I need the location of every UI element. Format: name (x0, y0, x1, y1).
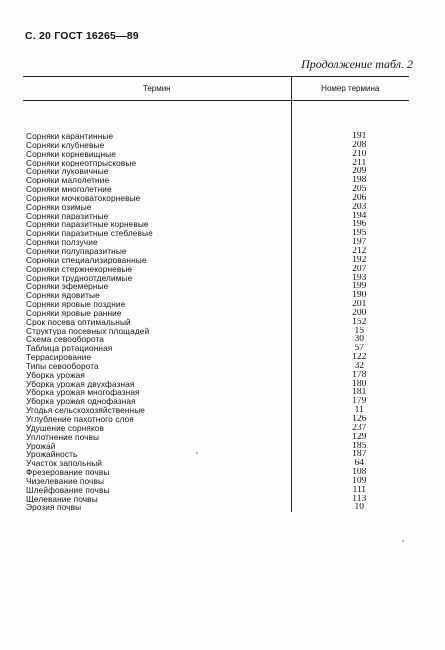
table-row (23, 150, 409, 159)
column-header-term: Термин (23, 77, 291, 101)
term-number-cell: 190 (291, 291, 409, 300)
table-row (23, 468, 409, 477)
term-number-cell: 185 (291, 442, 409, 451)
term-number-cell: 199 (291, 282, 409, 291)
table-row (23, 424, 409, 433)
term-cell: Сорняки озимые (26, 202, 92, 212)
terms-table (23, 76, 409, 512)
table-continuation-label: Продолжение табл. 2 (301, 57, 413, 71)
table-row (23, 282, 409, 291)
term-number-cell: 32 (291, 362, 409, 371)
term-number-cell: 203 (291, 203, 409, 212)
table-row (23, 291, 409, 300)
term-cell: Сорняки полупаразитные (26, 246, 127, 256)
term-number-cell: 192 (291, 256, 409, 265)
term-number-cell: 187 (291, 450, 409, 459)
table-row (23, 442, 409, 451)
term-cell: Схема севооборота (26, 335, 105, 345)
term-number-cell: 30 (291, 335, 409, 344)
term-cell: Сорняки ядовитые (26, 291, 100, 301)
term-cell: Урожай (26, 441, 56, 451)
term-cell: Срок посева оптимальный (26, 317, 131, 327)
term-number-cell: 113 (291, 495, 409, 504)
term-cell: Сорняки многолетние (26, 185, 112, 194)
term-number-cell: 237 (291, 424, 409, 433)
term-number-cell: 181 (291, 388, 409, 397)
column-header-number: Номер термина (291, 77, 409, 101)
table-row (23, 229, 409, 238)
table-row (23, 362, 409, 371)
term-cell: Сорняки корнеотпрысковые (26, 158, 137, 168)
term-number-cell: 57 (291, 344, 409, 353)
term-number-cell: 197 (291, 238, 409, 247)
term-number-cell: 109 (291, 477, 409, 486)
scan-speck (402, 540, 404, 542)
term-cell: Уборка урожая многофазная (26, 388, 140, 398)
term-number-cell: 11 (291, 406, 409, 415)
term-cell: Удушение сорняков (26, 423, 105, 433)
term-number-cell: 195 (291, 229, 409, 238)
term-number-cell: 210 (291, 150, 409, 159)
term-cell: Фрезерование почвы (26, 468, 110, 477)
term-cell: Террасирование (26, 353, 92, 362)
table-row (23, 477, 409, 486)
term-cell: Структура посевных площадей (26, 326, 150, 336)
table-row (23, 176, 409, 185)
term-number-cell: 180 (291, 380, 409, 389)
term-cell: Сорняки паразитные стеблевые (26, 229, 153, 239)
table-row (23, 141, 409, 150)
term-cell: Сорняки яровые ранние (26, 308, 122, 318)
term-cell: Сорняки мочковатокорневые (26, 193, 141, 203)
table-row (23, 433, 409, 442)
term-cell: Уплотнение почвы (26, 432, 100, 442)
term-cell: Сорняки клубневые (26, 140, 105, 150)
table-row (23, 274, 409, 283)
table-row (23, 159, 409, 168)
table-row (23, 371, 409, 380)
term-number-cell: 15 (291, 327, 409, 336)
table-row (23, 388, 409, 397)
term-number-cell: 129 (291, 433, 409, 442)
term-number-cell: 211 (291, 159, 409, 168)
term-cell: Таблица ротационная (26, 344, 113, 354)
term-cell: Сорняки трудноотделимые (26, 273, 133, 283)
term-cell: Сорняки паразитные (26, 211, 109, 221)
term-number-cell: 194 (291, 212, 409, 221)
table-header-row (23, 77, 409, 101)
term-number-cell: 196 (291, 220, 409, 229)
table-row (23, 238, 409, 247)
term-number-cell: 111 (291, 486, 409, 495)
term-number-cell: 64 (291, 459, 409, 468)
term-number-cell: 205 (291, 185, 409, 194)
table-row (23, 247, 409, 256)
table-row (23, 406, 409, 415)
table-row (23, 486, 409, 495)
table-row (23, 335, 409, 344)
table-row (23, 309, 409, 318)
term-number-cell: 208 (291, 141, 409, 150)
term-cell: Уборка урожая (26, 370, 85, 380)
term-number-cell: 209 (291, 167, 409, 176)
table-row (23, 459, 409, 468)
term-cell: Сорняки стержнекорневые (26, 264, 133, 274)
term-cell: Сорняки эфемерные (26, 282, 109, 292)
term-number-cell: 108 (291, 468, 409, 477)
term-number-cell: 212 (291, 247, 409, 256)
term-number-cell: 122 (291, 353, 409, 362)
table-spacer-row (23, 101, 409, 133)
term-number-cell: 200 (291, 309, 409, 318)
table-row (23, 256, 409, 265)
term-number-cell: 152 (291, 318, 409, 327)
table-row (23, 265, 409, 274)
table-row (23, 495, 409, 504)
scan-speck (196, 452, 198, 454)
term-cell: Сорняки малолетние (26, 176, 110, 186)
table-row (23, 185, 409, 194)
table-row (23, 203, 409, 212)
term-cell: Участок запольный (26, 459, 102, 469)
table-row (23, 220, 409, 229)
table-row (23, 415, 409, 424)
term-number-cell: 178 (291, 371, 409, 380)
term-number-cell: 206 (291, 194, 409, 203)
term-cell: Шлейфование почвы (26, 485, 110, 495)
table-row (23, 300, 409, 309)
table-row (23, 397, 409, 406)
term-cell: Сорняки ползучие (26, 238, 98, 247)
table-row (23, 167, 409, 176)
page-header: С. 20 ГОСТ 16265—89 (25, 30, 139, 42)
table-row (23, 318, 409, 327)
term-number-cell: 10 (291, 503, 409, 512)
table-row (23, 353, 409, 362)
table-row (23, 450, 409, 459)
term-cell: Типы севооборота (26, 361, 99, 371)
term-cell: Сорняки яровые поздние (26, 300, 126, 309)
table-row (23, 194, 409, 203)
table-row (23, 380, 409, 389)
term-number-cell: 207 (291, 265, 409, 274)
term-cell: Урожайность (26, 450, 78, 460)
term-number-cell: 179 (291, 397, 409, 406)
term-cell: Сорняки луковичные (26, 167, 109, 177)
term-cell: Угодья сельскохозяйственные (26, 406, 146, 415)
term-cell: Сорняки карантинные (26, 132, 114, 141)
term-cell: Щелевание почвы (26, 494, 98, 504)
table-row (23, 132, 409, 141)
term-cell: Уборка урожая двухфазная (26, 379, 135, 389)
term-cell: Сорняки паразитные корневые (26, 220, 149, 230)
term-number-cell: 201 (291, 300, 409, 309)
table-row (23, 503, 409, 512)
term-cell: Сорняки специализированные (26, 255, 147, 265)
term-cell: Углубление пахотного слоя (26, 415, 134, 424)
term-number-cell: 193 (291, 274, 409, 283)
term-cell: Чизелевание почвы (26, 476, 105, 486)
term-number-cell: 191 (291, 132, 409, 141)
term-number-cell: 126 (291, 415, 409, 424)
term-cell: Уборка урожая однофазная (26, 397, 136, 407)
table-row (23, 212, 409, 221)
term-number-cell: 198 (291, 176, 409, 185)
table-row (23, 327, 409, 336)
table-row (23, 344, 409, 353)
term-cell: Сорняки корневищные (26, 149, 116, 159)
term-cell: Эрозия почвы (26, 503, 82, 513)
